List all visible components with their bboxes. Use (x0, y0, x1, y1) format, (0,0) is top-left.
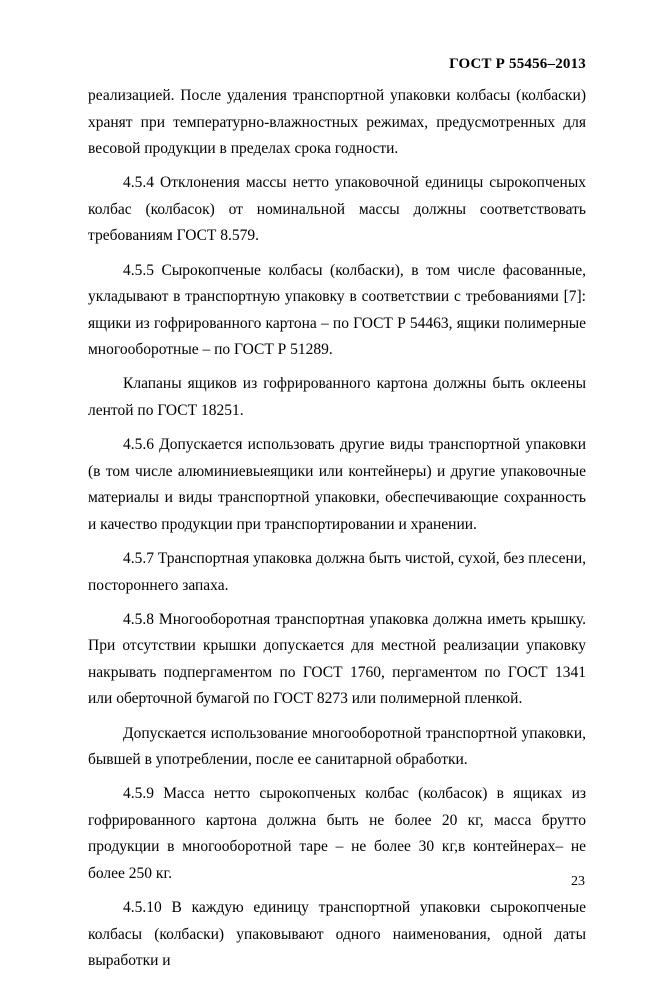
paragraph-4-5-10: 4.5.10 В каждую единицу транспортной упаковки сырокопченые колбасы (колбаски) упаковывают одного наименования, одной даты выработки и (88, 899, 586, 970)
paragraph-continuation: реализацией. После удаления транспортной упаковки колбасы (колбаски) хранят при температурно-влажностных режимах, предусмотренных для весовой продукции в пределах срока годности. (88, 87, 586, 158)
paragraph-4-5-7: 4.5.7 Транспортная упаковка должна быть чистой, сухой, без плесени, постороннего запаха. (88, 550, 587, 594)
paragraph-4-5-5: 4.5.5 Сырокопченые колбасы (колбаски), в том числе фасованные, укладывают в транспортную упаковку в соответствии с требованиями [7]: ящики из гофрированного картона – по ГОСТ Р 54463, ящики полимерные многооборотные – по ГОСТ Р 51289. (88, 261, 586, 359)
paragraph-4-5-8: 4.5.8 Многооборотная транспортная упаковка должна иметь крышку. При отсутствии крышки допускается для местной реализации упаковку накрывать подпергаментом по ГОСТ 1760, пергаментом по ГОСТ 1341 или оберточной бумагой по ГОСТ 8273 или полимерной пленкой. (88, 610, 586, 708)
document-body (88, 83, 586, 982)
paragraph-4-5-6: 4.5.6 Допускается использовать другие виды транспортной упаковки (в том числе алюминиевыеящики или контейнеры) и другие упаковочные материалы и виды транспортной упаковки, обеспечивающие сохранность и качество продукции при транспортировании и хранении. (88, 436, 586, 533)
document-header-code: ГОСТ Р 55456–2013 (449, 56, 586, 72)
paragraph-4-5-4: 4.5.4 Отклонения массы нетто упаковочной единицы сырокопченых колбас (колбасок) от номинальной массы должны соответствовать требованиям ГОСТ 8.579. (88, 174, 586, 245)
page-number: 23 (571, 874, 585, 889)
paragraph-valves: Клапаны ящиков из гофрированного картона должны быть оклеены лентой по ГОСТ 18251. (88, 375, 586, 420)
paragraph-4-5-9: 4.5.9 Масса нетто сырокопченых колбас (колбасок) в ящиках из гофрированного картона должна быть не более 20 кг, масса брутто продукции в многооборотной таре – не более 30 кг,в контейнерах– не более 250 кг. (88, 785, 586, 883)
paragraph-reuse: Допускается использование многооборотной транспортной упаковки, бывшей в употреблении, после ее санитарной обработки. (88, 724, 586, 769)
